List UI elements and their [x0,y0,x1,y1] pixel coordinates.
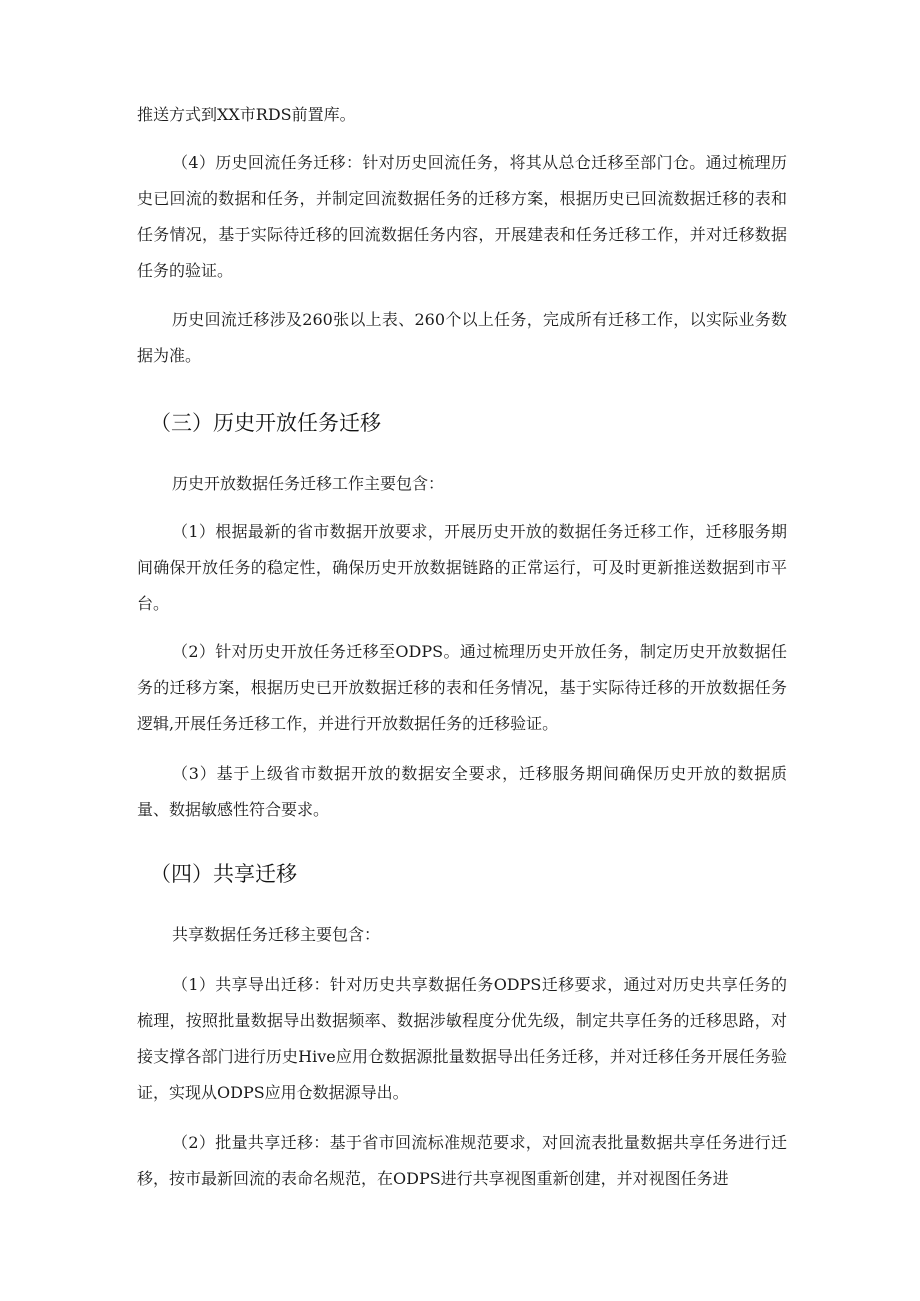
paragraph-share-item-1: （1）共享导出迁移：针对历史共享数据任务ODPS迁移要求，通过对历史共享任务的梳理，按照批量数据导出数据频率、数据涉敏程度分优先级，制定共享任务的迁移思路，对接支撑各部门进行历史Hive应用仓数据源批量数据导出任务迁移，并对迁移任务开展任务验证，实现从ODPS应用仓数据源导出。 [137,975,787,1102]
paragraph-share-item-2: （2）批量共享迁移：基于省市回流标准规范要求，对回流表批量数据共享任务进行迁移，按市最新回流的表命名规范，在ODPS进行共享视图重新创建，并对视图任务进 [137,1133,787,1188]
paragraph-backflow-scope: 历史回流迁移涉及260张以上表、260个以上任务，完成所有迁移工作，以实际业务数据为准。 [137,310,787,365]
paragraph-open-item-1: （1）根据最新的省市数据开放要求，开展历史开放的数据任务迁移工作，迁移服务期间确保开放任务的稳定性，确保历史开放数据链路的正常运行，可及时更新推送数据到市平台。 [137,522,787,613]
paragraph-open-intro: 历史开放数据任务迁移工作主要包含： [172,474,445,493]
heading-open-task-migration: （三）历史开放任务迁移 [150,411,381,435]
heading-share-migration: （四）共享迁移 [150,862,297,886]
paragraph-share-intro: 共享数据任务迁移主要包含： [172,925,381,944]
paragraph-history-backflow-migration: （4）历史回流任务迁移：针对历史回流任务，将其从总仓迁移至部门仓。通过梳理历史已回流的数据和任务，并制定回流数据任务的迁移方案，根据历史已回流数据迁移的表和任务情况，基于实际待迁移的回流数据任务内容，开展建表和任务迁移工作，并对迁移数据任务的验证。 [137,153,787,280]
paragraph-open-item-3: （3）基于上级省市数据开放的数据安全要求，迁移服务期间确保历史开放的数据质量、数据敏感性符合要求。 [137,764,787,819]
paragraph-rds-push: 推送方式到XX市RDS前置库。 [137,105,356,124]
paragraph-open-item-2: （2）针对历史开放任务迁移至ODPS。通过梳理历史开放任务，制定历史开放数据任务的迁移方案，根据历史已开放数据迁移的表和任务情况，基于实际待迁移的开放数据任务逻辑,开展任务迁移工作，并进行开放数据任务的迁移验证。 [137,642,787,733]
